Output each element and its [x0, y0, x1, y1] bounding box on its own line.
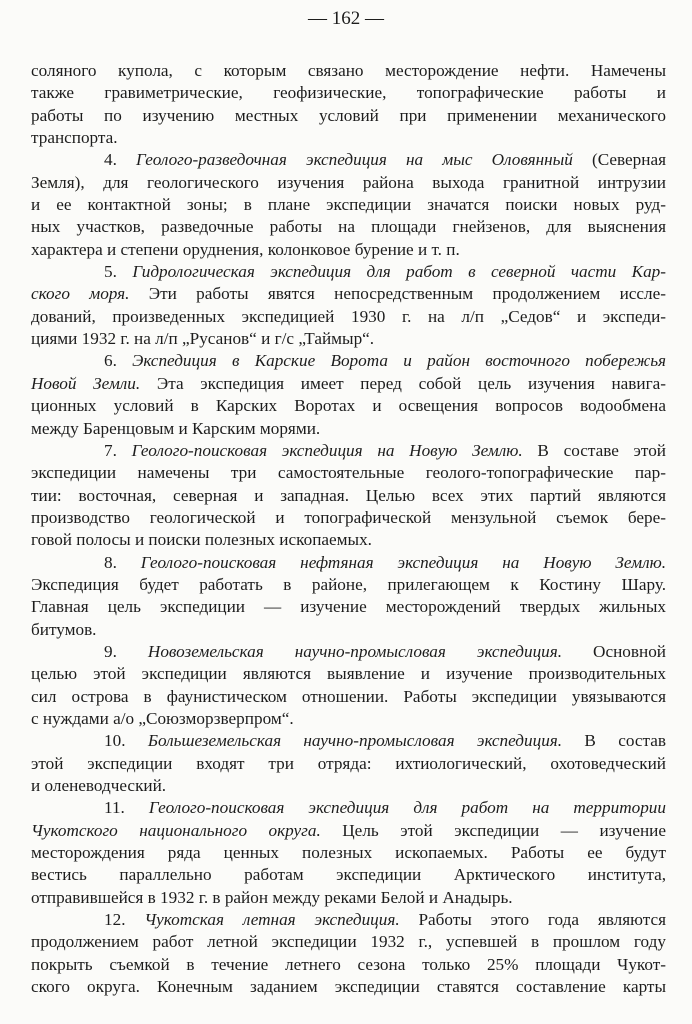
expedition-title: Геолого-поисковая экспедиция для работ на территории — [148, 798, 666, 818]
text-run: работы по изучению местных условий при применении механического — [31, 105, 666, 125]
text-line — [31, 82, 666, 104]
text-line — [31, 574, 666, 596]
text-run: продолжением работ летной экспедиции 1932 г., успевшей в прошлом году — [31, 932, 666, 952]
text-line — [31, 753, 666, 775]
text-run: 7. — [104, 440, 132, 460]
text-run: ского округа. Конечным заданием экспедиции ставятся составление карты — [31, 977, 666, 997]
expedition-title: Новой Земли. — [31, 373, 141, 393]
text-line — [31, 395, 666, 417]
text-run: Работы этого года являются — [399, 910, 666, 930]
text-run: Экспедиция будет работать в районе, прилегающем к Костину Шару. — [31, 574, 666, 594]
text-line — [31, 216, 666, 238]
text-line — [31, 552, 666, 574]
text-line — [31, 663, 666, 685]
text-run: 9. — [104, 641, 148, 661]
text-line — [31, 440, 666, 462]
text-line — [31, 641, 666, 663]
text-run: 10. — [104, 731, 148, 751]
text-line — [31, 105, 666, 127]
expedition-title: Чукотского национального округа. — [31, 820, 321, 840]
text-line — [31, 507, 666, 529]
text-line — [31, 373, 666, 395]
text-line — [31, 954, 666, 976]
text-line — [31, 730, 666, 752]
text-run: говой полосы и поиски полезных ископаемых. — [31, 530, 372, 550]
text-line — [31, 194, 666, 216]
text-run: этой экспедиции входят три отряда: ихтиологический, охотоведческий — [31, 753, 666, 773]
text-line — [31, 172, 666, 194]
text-run: Цель этой экспедиции — изучение — [320, 820, 666, 840]
text-line — [31, 60, 666, 82]
text-line — [31, 306, 666, 328]
text-run: Земля), для геологического изучения района выхода гранитной интрузии — [31, 172, 666, 192]
text-run: битумов. — [31, 619, 97, 639]
text-run: транспорта. — [31, 128, 118, 148]
text-run: и оленеводческий. — [31, 776, 167, 795]
expedition-title: Чукотская летная экспедиция. — [144, 910, 400, 930]
page-number: — 162 — — [308, 8, 384, 29]
page-body-text — [31, 60, 666, 998]
expedition-title: Новоземельская научно-промысловая экспедиция. — [147, 641, 563, 661]
text-run: сил острова в фаунистическом отношении. Работы экспедиции увязываются — [31, 686, 666, 706]
expedition-title: Большеземельская научно-промысловая экспедиция. — [147, 731, 563, 751]
text-run: с нуждами а/о „Союзморзверпром“. — [31, 708, 294, 728]
text-run: Эти работы явятся непосредственным продолжением иссле- — [129, 284, 666, 304]
text-line — [31, 797, 666, 819]
text-run: Эта экспедиция имеет перед собой цель изучения навига- — [140, 373, 667, 393]
text-line — [31, 596, 666, 618]
expedition-title: ского моря. — [31, 284, 130, 304]
text-line — [31, 909, 666, 931]
text-line — [31, 350, 666, 372]
text-run: 11. — [104, 798, 149, 818]
text-line — [31, 842, 666, 864]
text-run: 4. — [104, 150, 137, 170]
text-line — [31, 283, 666, 305]
text-run: дований, произведенных экспедицией 1930 г. на л/п „Седов“ и экспеди- — [31, 306, 666, 326]
text-line — [31, 887, 666, 909]
text-line — [31, 529, 666, 551]
expedition-title: Геолого-поисковая нефтяная экспедиция на Новую Землю. — [140, 552, 666, 572]
text-line — [31, 239, 666, 261]
text-run: месторождения ряда ценных полезных ископаемых. Работы ее будут — [31, 843, 666, 863]
text-run: также гравиметрические, геофизические, топографические работы и — [31, 83, 666, 103]
text-line — [31, 127, 666, 149]
text-run: отправившейся в 1932 г. в район между реками Белой и Анадырь. — [31, 887, 513, 907]
expedition-title: Экспедиция в Карские Ворота и район восточного побережья — [132, 351, 667, 371]
text-run: 8. — [104, 552, 141, 572]
text-line — [31, 619, 666, 641]
text-run: 5. — [104, 262, 133, 282]
text-run: 6. — [104, 351, 133, 371]
text-run: соляного купола, с которым связано месторождение нефти. Намечены — [31, 61, 666, 80]
text-run: Главная цель экспедиции — изучение месторождений твердых жильных — [31, 597, 666, 617]
text-line — [31, 686, 666, 708]
text-run: циями 1932 г. на л/п „Русанов“ и г/с „Таймыр“. — [31, 329, 375, 349]
text-line — [31, 418, 666, 440]
expedition-title: Геолого-разведочная экспедиция на мыс Оловянный — [136, 150, 573, 170]
text-line — [31, 976, 666, 998]
text-run: ных участков, разведочные работы на площади гнейзенов, для выяснения — [31, 217, 666, 237]
expedition-title: Геолого-поисковая экспедиция на Новую Землю. — [131, 440, 523, 460]
text-line — [31, 775, 666, 797]
text-line — [31, 485, 666, 507]
text-run: покрыть съемкой в течение летнего сезона только 25% площади Чукот- — [31, 954, 666, 974]
text-run: экспедиции намечены три самостоятельные геолого-топографические пар- — [31, 463, 666, 483]
text-run: Основной — [562, 641, 666, 661]
text-line — [31, 462, 666, 484]
text-run: 12. — [104, 910, 145, 930]
text-line — [31, 820, 666, 842]
text-run: вестись параллельно работам экспедиции Арктического института, — [31, 865, 666, 885]
text-run: тии: восточная, северная и западная. Целью всех этих партий являются — [31, 485, 666, 505]
text-line — [31, 328, 666, 350]
text-run: ционных условий в Карских Воротах и освещения вопросов водообмена — [31, 396, 666, 416]
expedition-title: Гидрологическая экспедиция для работ в северной части Кар- — [132, 262, 666, 282]
text-line — [31, 261, 666, 283]
text-run: производство геологической и топографической мензульной съемок бере- — [31, 507, 666, 527]
text-line — [31, 708, 666, 730]
text-run: характера и степени оруднения, колонковое бурение и т. п. — [31, 239, 460, 259]
text-line — [31, 149, 666, 171]
text-run: (Северная — [572, 150, 667, 170]
text-run: целью этой экспедиции являются выявление и изучение производительных — [31, 664, 666, 684]
text-run: и ее контактной зоны; в плане экспедиции значатся поиски новых руд- — [31, 195, 666, 215]
text-run: между Баренцовым и Карским морями. — [31, 418, 321, 438]
text-line — [31, 864, 666, 886]
text-line — [31, 931, 666, 953]
text-run: В состав — [562, 731, 666, 751]
text-run: В составе этой — [522, 440, 666, 460]
